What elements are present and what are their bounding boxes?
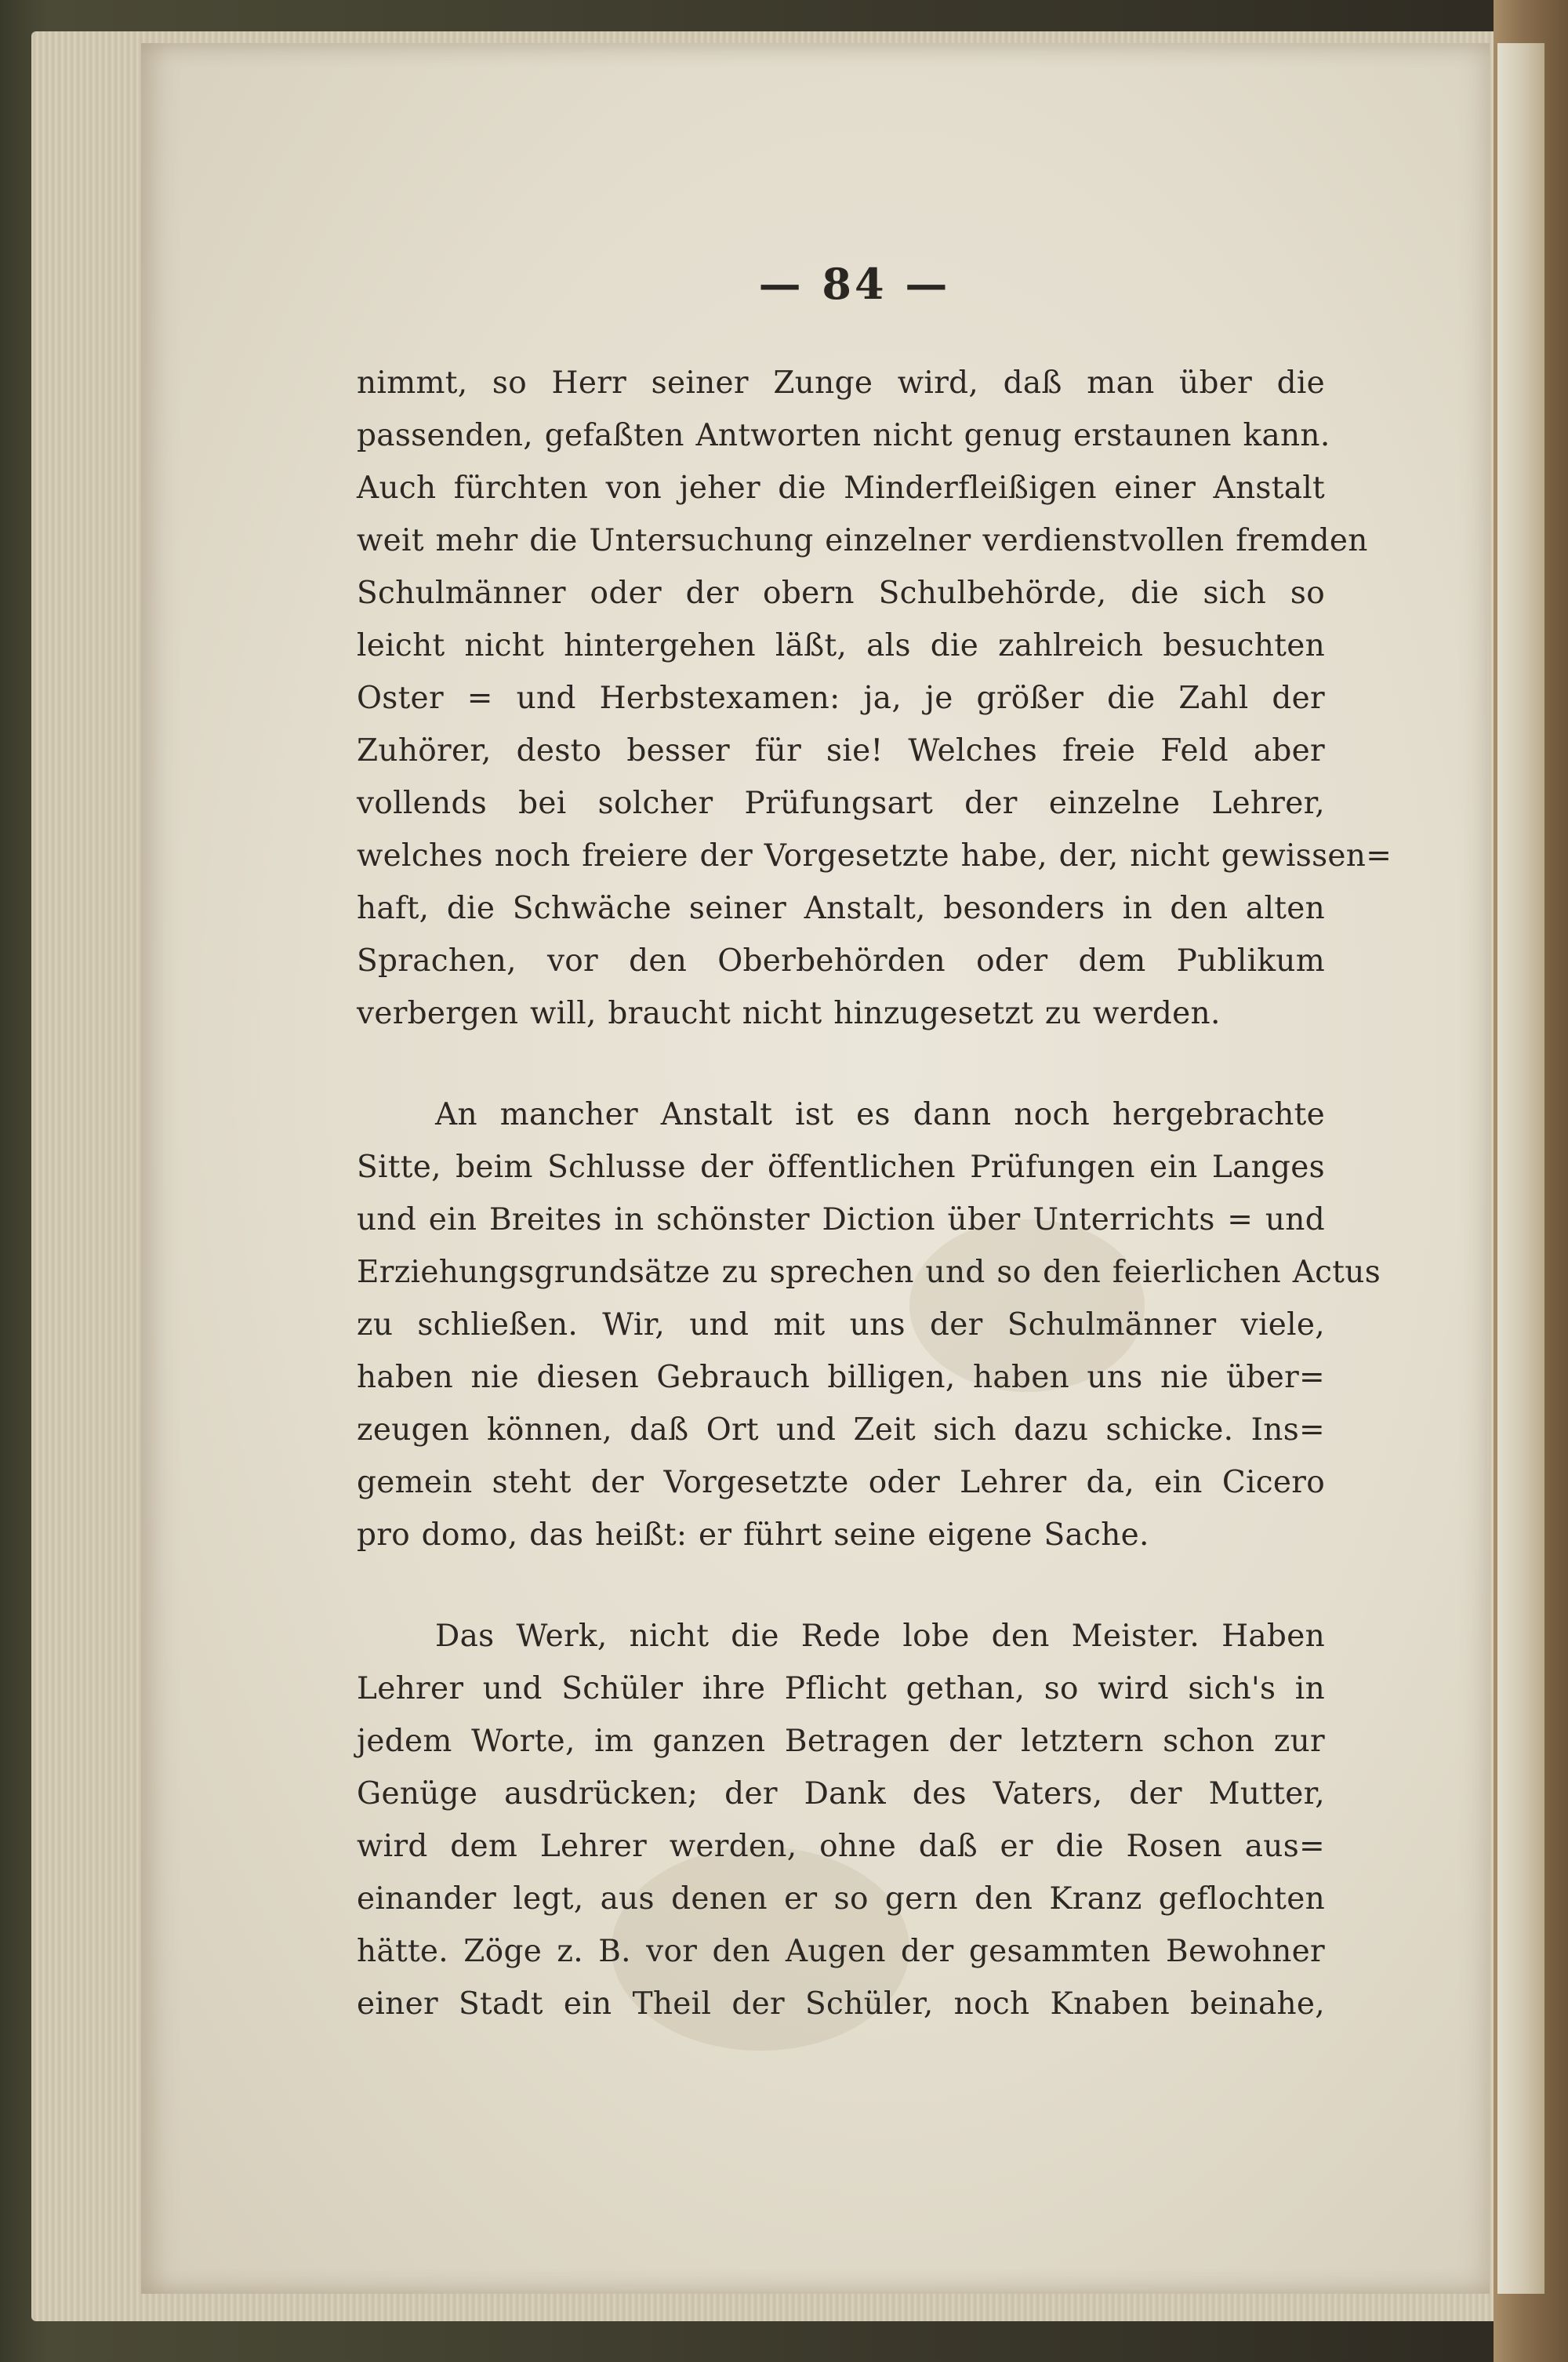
text-line: leicht nicht hintergehen läßt, als die zahlreich besuchten [357, 628, 1325, 663]
text-line: Schulmänner oder der obern Schulbehörde, die sich so [357, 576, 1325, 611]
page-number: — 84 — [758, 259, 951, 309]
text-line: Genüge ausdrücken; der Dank des Vaters, der Mutter, [357, 1776, 1325, 1811]
text-line: Oster = und Herbstexamen: ja, je größer die Zahl der [357, 681, 1325, 716]
text-line: Sitte, beim Schlusse der öffentlichen Prüfungen ein Langes [357, 1150, 1325, 1185]
text-line: Erziehungsgrundsätze zu sprechen und so den feierlichen Actus [357, 1255, 1381, 1290]
text-line: verbergen will, braucht nicht hinzugesetzt zu werden. [357, 996, 1221, 1031]
text-line: Zuhörer, desto besser für sie! Welches freie Feld aber [357, 733, 1325, 769]
text-line: haft, die Schwäche seiner Anstalt, besonders in den alten [357, 891, 1325, 926]
text-line: zeugen können, daß Ort und Zeit sich dazu schicke. Ins= [357, 1412, 1325, 1448]
paragraph [357, 1610, 1325, 2030]
paragraph [357, 357, 1392, 1040]
paragraph [357, 1088, 1381, 1561]
text-line: zu schließen. Wir, und mit uns der Schulmänner viele, [357, 1307, 1325, 1343]
text-line: Auch fürchten von jeher die Minderfleißigen einer Anstalt [357, 471, 1325, 506]
text-line: Sprachen, vor den Oberbehörden oder dem Publikum [357, 943, 1325, 979]
text-line: jedem Worte, im ganzen Betragen der letztern schon zur [357, 1724, 1325, 1759]
text-line: vollends bei solcher Prüfungsart der einzelne Lehrer, [357, 786, 1325, 821]
paragraph-gap [357, 1040, 1325, 1088]
text-line: Lehrer und Schüler ihre Pflicht gethan, so wird sich's in [357, 1671, 1325, 1706]
text-line: hätte. Zöge z. B. vor den Augen der gesammten Bewohner [357, 1934, 1325, 1969]
text-line: weit mehr die Untersuchung einzelner verdienstvollen fremden [357, 523, 1368, 558]
text-line: gemein steht der Vorgesetzte oder Lehrer da, ein Cicero [357, 1465, 1325, 1500]
text-line: und ein Breites in schönster Diction über Unterrichts = und [357, 1202, 1325, 1237]
text-line: haben nie diesen Gebrauch billigen, haben uns nie über= [357, 1360, 1325, 1395]
text-line: pro domo, das heißt: er führt seine eigene Sache. [357, 1517, 1149, 1553]
text-line: welches noch freiere der Vorgesetzte habe, der, nicht gewissen= [357, 838, 1392, 874]
text-line: An mancher Anstalt ist es dann noch hergebrachte [435, 1097, 1325, 1132]
paragraph-gap [357, 1561, 1325, 1610]
text-line: Das Werk, nicht die Rede lobe den Meister. Haben [435, 1619, 1325, 1654]
text-line: passenden, gefaßten Antworten nicht genug erstaunen kann. [357, 418, 1330, 453]
text-line: einer Stadt ein Theil der Schüler, noch Knaben beinahe, [357, 1986, 1325, 2022]
page-gutter [1497, 43, 1544, 2294]
text-line: wird dem Lehrer werden, ohne daß er die Rosen aus= [357, 1829, 1325, 1864]
text-line: nimmt, so Herr seiner Zunge wird, daß man über die [357, 365, 1325, 401]
text-line: einander legt, aus denen er so gern den Kranz geflochten [357, 1881, 1325, 1917]
body-text [357, 357, 1392, 2030]
